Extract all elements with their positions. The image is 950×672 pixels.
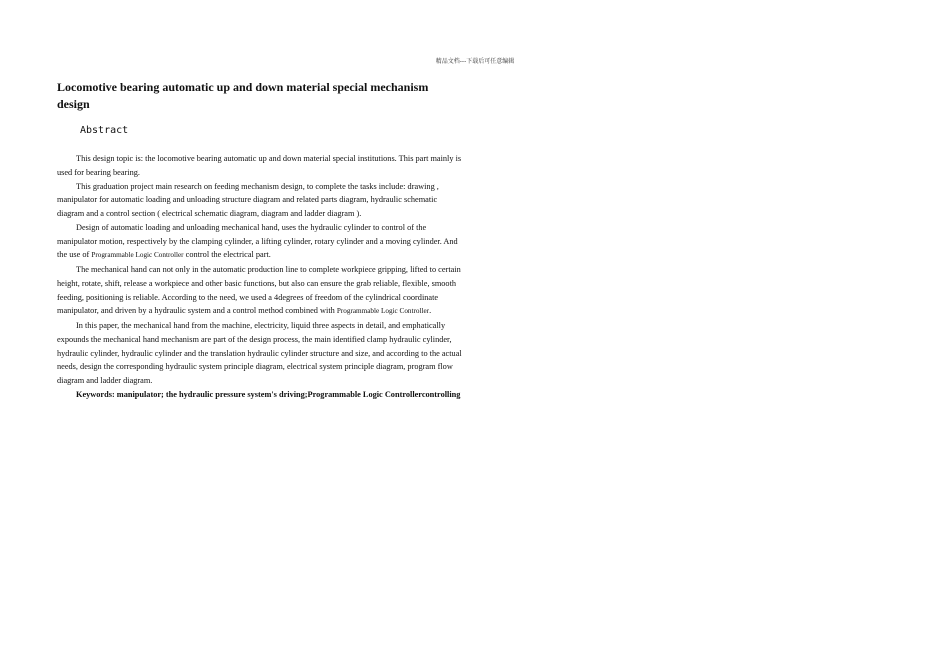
keywords: Keywords: manipulator; the hydraulic pressure system's driving;Programmable Logic Controllercontrolling: [76, 389, 461, 399]
plc-term: Programmable Logic Controller: [91, 251, 184, 260]
paragraph-2: This graduation project main research on feeding mechanism design, to complete the tasks include: drawing , manipulator for automatic loading and unloading structure diagram and related parts diagram, hydraulic schematic diagram and a control section ( electrical schematic diagram, diagram and ladder diagram ).: [57, 181, 439, 218]
document-title: Locomotive bearing automatic up and down material special mechanism design: [57, 80, 429, 111]
paragraph-5: In this paper, the mechanical hand from the machine, electricity, liquid three aspects in detail, and emphatically expounds the mechanical hand mechanism are part of the design process, the main identified clamp hydraulic cylinder, hydraulic cylinder, hydraulic cylinder and the translation hydraulic cylinder structure and size, and according to the actual needs, design the corresponding hydraulic system principle diagram, electrical system principle diagram, program flow diagram and ladder diagram.: [57, 321, 462, 385]
abstract-heading: Abstract: [80, 125, 129, 136]
paragraph-4-text-a: The mechanical hand can not only in the automatic production line to complete workpiece gripping, lifted to certain height, rotate, shift, release a workpiece and other basic functions, but also can ensure the grab reliable, flexible, smooth feeding, positioning is reliable. According to the need, we used a 4degrees of freedom of the cylindrical coordinate manipulator, and driven by a hydraulic system and a control method combined with: [57, 265, 461, 316]
header-note: 精品文档---下载后可任意编辑: [435, 58, 515, 65]
paragraph-4: [57, 263, 463, 319]
paragraph-1: This design topic is: the locomotive bearing automatic up and down material special institutions. This part mainly is used for bearing bearing.: [57, 154, 462, 177]
paragraph-3-text-a: Design of automatic loading and unloading mechanical hand, uses the hydraulic cylinder to control of the manipulator motion, respectively by the clamping cylinder, a lifting cylinder, rotary cylinder and a moving cylinder. And the use of: [57, 222, 458, 260]
paragraph-3: [57, 221, 463, 263]
plc-term: Programmable Logic Controller: [336, 307, 430, 316]
paragraph-4-text-b: .: [429, 306, 432, 316]
abstract-body: [57, 152, 463, 402]
paragraph-3-text-b: control the electrical part.: [183, 250, 271, 260]
